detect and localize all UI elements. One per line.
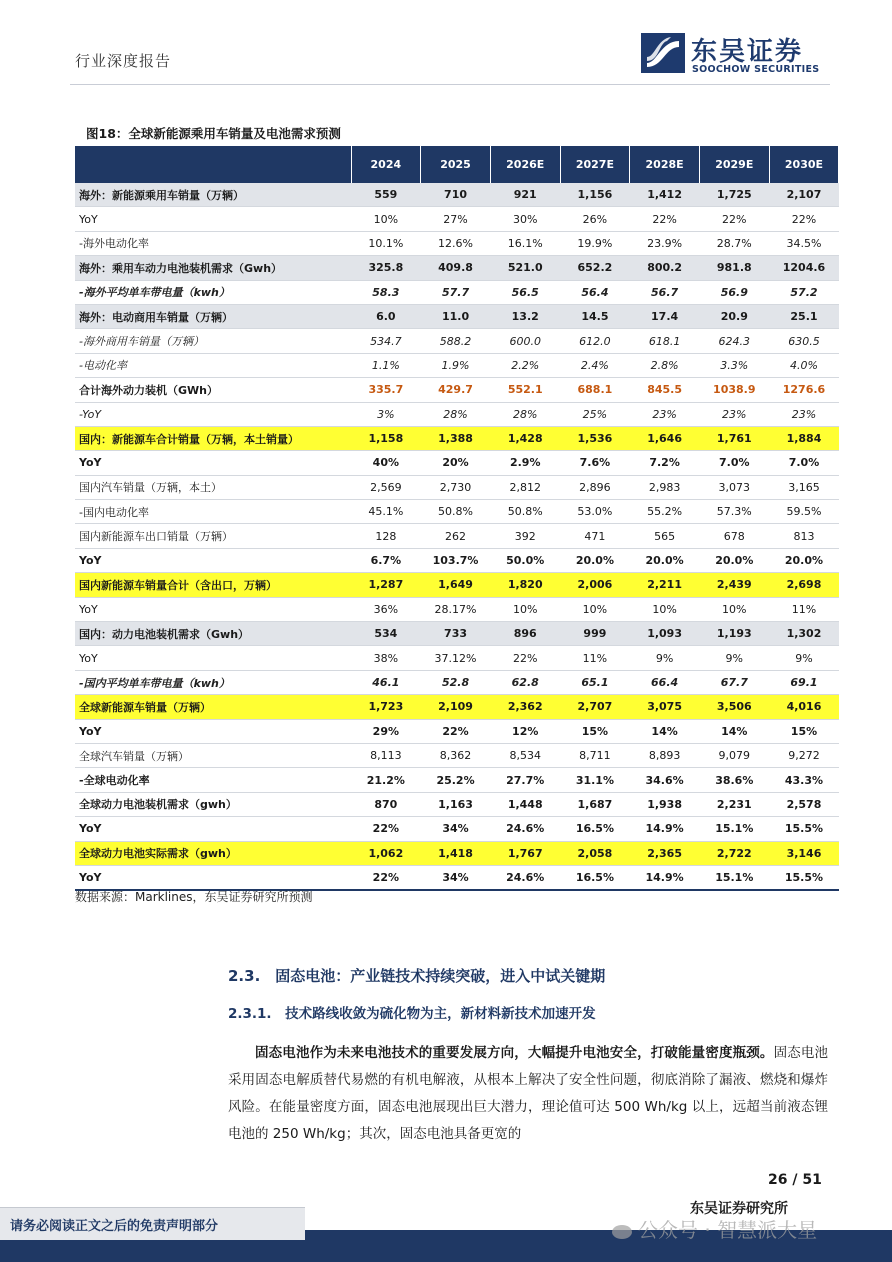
row-label: 全球新能源车销量（万辆） <box>75 695 351 719</box>
table-cell: 618.1 <box>648 334 681 348</box>
table-cell: 2,569 <box>370 480 402 494</box>
table-row <box>75 573 839 597</box>
table-cell: 9% <box>655 651 674 665</box>
table-cell: 9% <box>795 651 813 665</box>
table-cell: 2,698 <box>769 573 839 597</box>
table-cell: 7.6% <box>579 456 611 470</box>
table-cell: 2,107 <box>769 183 839 207</box>
table-row <box>75 865 839 890</box>
table-cell: 3.3% <box>720 358 749 372</box>
table-cell: 28.17% <box>434 602 477 616</box>
table-cell: 57.3% <box>716 505 752 519</box>
paragraph-lead: 固态电池作为未来电池技术的重要发展方向，大幅提升电池安全，打破能量密度瓶颈。 <box>255 1045 774 1061</box>
table-cell: 688.1 <box>577 383 613 397</box>
table-cell: 2,109 <box>421 695 491 719</box>
table-cell: 14.9% <box>645 871 684 885</box>
table-row <box>75 378 839 402</box>
table-cell: 1,156 <box>560 183 630 207</box>
table-cell: 2,730 <box>439 480 472 494</box>
paragraph-body: 固态电池采用固态电解质替代易燃的有机电解液，从根本上解决了安全性问题，彻底消除了漏液、燃烧和爆炸风险。在能量密度方面，固态电池展现出巨大潜力，理论值可达 500 Wh/kg 以上，远超当前液态锂电池的 250 Wh/kg；其次，固态电池具备更宽的 <box>228 1045 829 1142</box>
disclaimer-text: 请务必阅读正文之后的免责声明部分 <box>10 1219 219 1234</box>
table-cell: 65.1 <box>581 676 609 689</box>
table-cell: 57.2 <box>790 285 818 299</box>
table-cell: 921 <box>490 183 560 207</box>
row-label: 海外：新能源乘用车销量（万辆） <box>75 183 351 207</box>
table-cell: 19.9% <box>577 236 613 250</box>
table-cell: 22% <box>512 651 538 665</box>
table-cell: 50.0% <box>506 554 545 568</box>
row-label: 合计海外动力装机（GWh） <box>79 383 218 397</box>
table-cell: 2,578 <box>786 797 822 811</box>
row-label: 全球汽车销量（万辆） <box>79 749 189 763</box>
table-cell: 57.7 <box>441 285 470 299</box>
table-cell: 1,761 <box>699 426 769 450</box>
table-cell: 2.2% <box>511 358 540 372</box>
table-cell: 43.3% <box>784 773 824 787</box>
table-cell: 22% <box>791 212 817 226</box>
logo-cn-text: 东吴证券 <box>691 37 804 67</box>
row-label: YoY <box>79 822 102 836</box>
table-cell: 8,711 <box>579 749 611 763</box>
table-cell: 588.2 <box>439 334 472 348</box>
table-cell: 1,093 <box>630 622 700 646</box>
table-cell: 38.6% <box>715 773 754 787</box>
table-row <box>75 792 839 816</box>
table-cell: 1,687 <box>577 797 613 811</box>
watermark <box>612 1214 817 1243</box>
table-cell: 56.7 <box>651 285 679 299</box>
table-cell: 678 <box>723 529 745 543</box>
table-cell: 40% <box>372 456 400 470</box>
table-cell: 50.8% <box>507 505 543 519</box>
table-row <box>75 353 839 377</box>
table-row <box>75 426 839 450</box>
row-label: YoY <box>79 456 102 470</box>
row-label: YoY <box>79 651 98 665</box>
table-cell: 7.0% <box>719 456 750 470</box>
table-cell: 1276.6 <box>782 383 826 397</box>
row-label: 海外：电动商用车销量（万辆） <box>75 304 351 328</box>
column-header: 2025 <box>421 146 491 183</box>
table-cell: 2,896 <box>579 480 611 494</box>
row-label: YoY <box>79 554 102 568</box>
table-cell: 28% <box>512 407 538 421</box>
column-header: 2028E <box>630 146 700 183</box>
row-label: 海外：乘用车动力电池装机需求（Gwh） <box>75 256 351 280</box>
table-cell: 10.1% <box>368 236 404 250</box>
table-cell: 53.0% <box>577 505 613 519</box>
table-row <box>75 743 839 767</box>
table-cell: 37.12% <box>434 651 477 665</box>
table-cell: 1,448 <box>507 797 543 811</box>
row-label: -海外电动化率 <box>79 237 149 251</box>
table-cell: 733 <box>421 622 491 646</box>
table-cell: 20.0% <box>784 554 824 568</box>
table-cell: 429.7 <box>438 383 473 397</box>
table-cell: 3,075 <box>630 695 700 719</box>
table-cell: 3% <box>377 407 395 421</box>
table-cell: 23% <box>652 407 677 421</box>
table-cell: 10% <box>652 602 677 616</box>
soochow-logo-icon <box>641 33 685 73</box>
table-cell: 1,820 <box>490 573 560 597</box>
table-cell: 15% <box>581 724 609 738</box>
row-label: -海外平均单车带电量（kwh） <box>79 286 230 300</box>
table-cell: 1038.9 <box>713 383 756 397</box>
table-cell: 30% <box>512 212 538 226</box>
forecast-table <box>75 146 839 891</box>
table-cell: 1,428 <box>490 426 560 450</box>
table-cell: 24.6% <box>506 871 545 885</box>
row-label: YoY <box>79 602 98 616</box>
table-row <box>75 500 839 524</box>
table-cell: 55.2% <box>647 505 683 519</box>
table-row <box>75 256 839 280</box>
table-cell: 23% <box>791 407 817 421</box>
table-cell: 1,388 <box>421 426 491 450</box>
table-cell: 10% <box>582 602 608 616</box>
table-cell: 2,983 <box>648 480 681 494</box>
table-cell: 3,506 <box>699 695 769 719</box>
row-label: YoY <box>79 212 98 226</box>
table-cell: 1,163 <box>438 797 473 811</box>
table-cell: 325.8 <box>351 256 421 280</box>
table-cell: 1,646 <box>630 426 700 450</box>
table-cell: 534.7 <box>370 334 402 348</box>
table-cell: 559 <box>351 183 421 207</box>
figure-title: 图18：全球新能源乘用车销量及电池需求预测 <box>86 126 341 141</box>
row-label: 全球动力电池实际需求（gwh） <box>75 841 351 865</box>
table-cell: 2,722 <box>699 841 769 865</box>
row-label: -国内平均单车带电量（kwh） <box>79 676 230 690</box>
table-cell: 15.5% <box>784 822 824 836</box>
table-cell: 11% <box>791 602 817 616</box>
table-row <box>75 304 839 328</box>
table-cell: 1,723 <box>351 695 421 719</box>
column-header: 2029E <box>699 146 769 183</box>
table-cell: 3,146 <box>769 841 839 865</box>
table-cell: 1.9% <box>441 358 470 372</box>
table-cell: 1,884 <box>769 426 839 450</box>
column-header: 2030E <box>769 146 839 183</box>
table-cell: 335.7 <box>368 383 404 397</box>
table-cell: 2.9% <box>509 456 541 470</box>
table-cell: 9,272 <box>788 749 820 763</box>
table-cell: 15% <box>790 724 818 738</box>
table-cell: 630.5 <box>788 334 820 348</box>
table-cell: 8,113 <box>370 749 402 763</box>
column-header: 2026E <box>490 146 560 183</box>
table-cell: 624.3 <box>718 334 751 348</box>
table-cell: 4,016 <box>769 695 839 719</box>
table-cell: 25.2% <box>436 773 475 787</box>
table-cell: 17.4 <box>630 304 700 328</box>
table-row <box>75 475 839 499</box>
subsection-heading: 2.3.1. 技术路线收敛为硫化物为主，新材料新技术加速开发 <box>228 1006 596 1022</box>
table-row <box>75 646 839 670</box>
table-cell: 1,062 <box>351 841 421 865</box>
table-row <box>75 719 839 743</box>
row-label: -国内电动化率 <box>79 505 149 519</box>
row-label: 国内：新能源车合计销量（万辆，本土销量） <box>75 426 351 450</box>
table-cell: 11.0 <box>421 304 491 328</box>
table-cell: 1,649 <box>421 573 491 597</box>
row-label: 全球动力电池装机需求（gwh） <box>79 798 237 812</box>
table-header-row <box>75 146 839 183</box>
header-divider <box>70 84 830 85</box>
column-header: 2024 <box>351 146 421 183</box>
table-cell: 1,767 <box>490 841 560 865</box>
table-cell: 2,707 <box>560 695 630 719</box>
table-cell: 67.7 <box>720 676 748 689</box>
brand-logo <box>641 33 831 77</box>
row-label: -电动化率 <box>79 359 127 373</box>
table-cell: 16.1% <box>507 236 543 250</box>
table-cell: 20.0% <box>715 554 754 568</box>
table-cell: 7.0% <box>788 456 820 470</box>
table-cell: 27% <box>443 212 468 226</box>
table-cell: 1,287 <box>351 573 421 597</box>
table-cell: 12.6% <box>438 236 473 250</box>
table-cell: 800.2 <box>630 256 700 280</box>
table-cell: 23% <box>722 407 747 421</box>
report-type: 行业深度报告 <box>75 52 172 70</box>
table-row <box>75 670 839 694</box>
table-cell: 534 <box>351 622 421 646</box>
row-label: -海外商用车销量（万辆） <box>79 335 204 349</box>
table-cell: 409.8 <box>421 256 491 280</box>
row-label: -YoY <box>79 407 102 421</box>
table-cell: 50.8% <box>438 505 473 519</box>
table-cell: 1,725 <box>699 183 769 207</box>
table-cell: 13.2 <box>490 304 560 328</box>
table-cell: 2,058 <box>560 841 630 865</box>
table-cell: 31.1% <box>575 773 614 787</box>
table-cell: 600.0 <box>509 334 541 348</box>
table-row <box>75 524 839 548</box>
table-cell: 4.0% <box>789 358 818 372</box>
table-cell: 652.2 <box>560 256 630 280</box>
table-row <box>75 231 839 255</box>
table-cell: 262 <box>445 529 467 543</box>
table-cell: 2,006 <box>560 573 630 597</box>
table-cell: 103.7% <box>432 554 479 568</box>
table-cell: 1,158 <box>351 426 421 450</box>
table-cell: 521.0 <box>490 256 560 280</box>
disclaimer-box <box>0 1207 305 1240</box>
table-cell: 22% <box>372 822 400 836</box>
table-cell: 2,439 <box>699 573 769 597</box>
table-cell: 896 <box>490 622 560 646</box>
table-cell: 46.1 <box>372 676 400 689</box>
table-row <box>75 183 839 207</box>
table-cell: 999 <box>560 622 630 646</box>
table-cell: 10% <box>722 602 747 616</box>
table-cell: 8,362 <box>439 749 472 763</box>
table-cell: 29% <box>372 724 400 738</box>
data-source: 数据来源：Marklines，东吴证券研究所预测 <box>75 890 313 904</box>
table-cell: 2.8% <box>650 358 679 372</box>
table-cell: 981.8 <box>699 256 769 280</box>
table-cell: 20.0% <box>645 554 684 568</box>
table-cell: 710 <box>421 183 491 207</box>
table-cell: 22% <box>652 212 677 226</box>
table-cell: 2,365 <box>630 841 700 865</box>
table-cell: 34.6% <box>645 773 684 787</box>
table-cell: 870 <box>374 797 398 811</box>
table-row <box>75 695 839 719</box>
table-cell: 16.5% <box>575 822 614 836</box>
wechat-icon <box>612 1225 632 1239</box>
column-header <box>75 146 351 183</box>
watermark-text: 公众号 · 智慧派大星 <box>638 1218 818 1242</box>
table-cell: 24.6% <box>506 822 545 836</box>
page-number: 26 / 51 <box>768 1172 822 1188</box>
table-row <box>75 207 839 231</box>
table-cell: 15.5% <box>784 871 824 885</box>
table-cell: 21.2% <box>366 773 405 787</box>
table-row <box>75 548 839 572</box>
table-cell: 14.5 <box>560 304 630 328</box>
body-paragraph <box>228 1040 828 1148</box>
table-cell: 1,938 <box>647 797 682 811</box>
table-cell: 392 <box>514 529 536 543</box>
table-row <box>75 329 839 353</box>
table-row <box>75 841 839 865</box>
table-cell: 10% <box>373 212 399 226</box>
table-cell: 2,362 <box>490 695 560 719</box>
table-cell: 38% <box>373 651 399 665</box>
table-cell: 25% <box>582 407 608 421</box>
row-label: YoY <box>79 724 102 738</box>
table-cell: 2,211 <box>630 573 700 597</box>
table-cell: 23.9% <box>647 236 683 250</box>
table-cell: 20% <box>442 456 469 470</box>
table-cell: 1,536 <box>560 426 630 450</box>
logo-en-text: SOOCHOW SECURITIES <box>692 64 820 75</box>
table-row <box>75 402 839 426</box>
row-label: YoY <box>79 871 102 885</box>
row-label: 国内新能源车销量合计（含出口，万辆） <box>75 573 351 597</box>
table-cell: 22% <box>372 871 400 885</box>
table-cell: 34% <box>442 822 469 836</box>
table-row <box>75 817 839 841</box>
table-cell: 28% <box>443 407 468 421</box>
table-cell: 62.8 <box>511 676 539 689</box>
table-cell: 20.0% <box>575 554 614 568</box>
table-cell: 14% <box>651 724 678 738</box>
table-cell: 1.1% <box>371 358 400 372</box>
section-heading: 2.3. 固态电池：产业链技术持续突破，进入中试关键期 <box>228 967 606 985</box>
table-cell: 845.5 <box>647 383 682 397</box>
table-cell: 56.5 <box>511 285 539 299</box>
table-cell: 20.9 <box>699 304 769 328</box>
table-cell: 552.1 <box>507 383 543 397</box>
row-label: 国内汽车销量（万辆，本土） <box>79 481 222 495</box>
table-cell: 34.5% <box>786 236 822 250</box>
table-cell: 28.7% <box>716 236 752 250</box>
row-label: -全球电动化率 <box>79 774 150 788</box>
table-cell: 27.7% <box>506 773 545 787</box>
row-label: 国内新能源车出口销量（万辆） <box>79 530 233 544</box>
table-cell: 471 <box>584 529 606 543</box>
table-cell: 45.1% <box>368 505 404 519</box>
table-cell: 56.9 <box>720 285 748 299</box>
table-cell: 6.7% <box>370 554 402 568</box>
table-cell: 14.9% <box>645 822 684 836</box>
table-cell: 3,165 <box>788 480 820 494</box>
table-cell: 2,812 <box>509 480 541 494</box>
footer-institute: 东吴证券研究所 <box>690 1201 788 1217</box>
table-cell: 813 <box>793 529 815 543</box>
table-row <box>75 622 839 646</box>
table-cell: 14% <box>721 724 748 738</box>
table-row <box>75 280 839 304</box>
table-cell: 12% <box>512 724 539 738</box>
table-cell: 1204.6 <box>769 256 839 280</box>
table-cell: 10% <box>512 602 538 616</box>
table-cell: 22% <box>722 212 747 226</box>
table-cell: 11% <box>582 651 608 665</box>
table-cell: 56.4 <box>581 285 609 299</box>
table-cell: 8,893 <box>648 749 681 763</box>
table-cell: 2,231 <box>716 797 752 811</box>
table-cell: 59.5% <box>786 505 822 519</box>
table-cell: 8,534 <box>509 749 541 763</box>
table-cell: 1,418 <box>421 841 491 865</box>
table-cell: 128 <box>375 529 397 543</box>
table-cell: 69.1 <box>790 676 818 689</box>
table-cell: 3,073 <box>718 480 751 494</box>
table-cell: 58.3 <box>372 285 400 299</box>
table-cell: 1,302 <box>769 622 839 646</box>
table-cell: 25.1 <box>769 304 839 328</box>
table-cell: 16.5% <box>575 871 614 885</box>
table-cell: 1,412 <box>630 183 700 207</box>
table-cell: 26% <box>582 212 608 226</box>
table-row <box>75 451 839 475</box>
table-cell: 612.0 <box>579 334 611 348</box>
table-cell: 2.4% <box>580 358 609 372</box>
table-cell: 6.0 <box>351 304 421 328</box>
table-cell: 7.2% <box>649 456 680 470</box>
table-row <box>75 768 839 792</box>
table-cell: 15.1% <box>715 871 754 885</box>
table-cell: 52.8 <box>441 676 470 689</box>
row-label: 国内：动力电池装机需求（Gwh） <box>75 622 351 646</box>
column-header: 2027E <box>560 146 630 183</box>
table-cell: 15.1% <box>715 822 754 836</box>
table-cell: 1,193 <box>699 622 769 646</box>
table-cell: 9% <box>725 651 743 665</box>
table-cell: 34% <box>442 871 469 885</box>
table-cell: 9,079 <box>718 749 751 763</box>
table-cell: 66.4 <box>651 676 679 689</box>
table-cell: 22% <box>442 724 469 738</box>
table-row <box>75 597 839 621</box>
table-cell: 565 <box>654 529 676 543</box>
table-cell: 36% <box>373 602 399 616</box>
